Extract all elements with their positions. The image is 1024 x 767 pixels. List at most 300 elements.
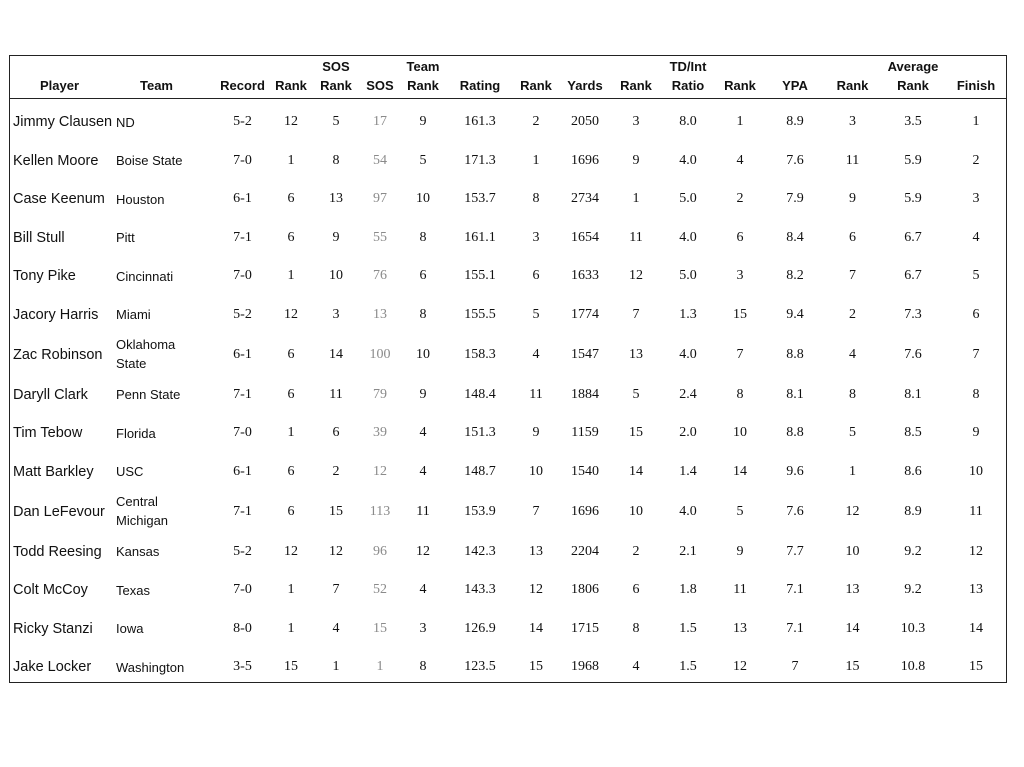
cell-finish: 2 [972, 152, 980, 168]
cell-player: Kellen Moore [13, 152, 99, 169]
team-name-line: Pitt [116, 230, 135, 246]
cell-rank3: 8 [632, 620, 640, 636]
team-name-line: Kansas [116, 544, 160, 560]
cell-team [114, 610, 214, 649]
cell-team [114, 533, 214, 572]
header-bottom-line: Yards [567, 78, 603, 93]
cell-sos: 12 [373, 463, 387, 479]
cell-td-int: 2.4 [679, 386, 697, 402]
column-header-rank4 [715, 56, 765, 99]
header-bottom-line: YPA [782, 78, 808, 93]
cell-record: 5-2 [233, 306, 252, 322]
cell-record: 6-1 [233, 191, 252, 207]
cell-rank5: 5 [849, 425, 856, 441]
cell-team [114, 648, 214, 687]
cell-team-rank: 6 [419, 268, 427, 284]
team-name-line: Penn State [116, 387, 181, 403]
cell-td-int: 1.3 [679, 306, 697, 322]
header-bottom-line: Rank [520, 78, 552, 93]
cell-rank1: 1 [287, 582, 295, 598]
cell-sos-rank: 10 [329, 268, 343, 284]
cell-rank4: 2 [736, 191, 744, 207]
cell-finish: 1 [972, 114, 980, 130]
cell-yards: 2050 [571, 114, 599, 130]
cell-yards: 1654 [571, 229, 599, 245]
cell-rating: 123.5 [464, 659, 496, 675]
table-row [10, 648, 1006, 687]
cell-sos-rank: 11 [329, 386, 343, 402]
column-header-rank2 [513, 56, 559, 99]
table-row [10, 610, 1006, 649]
cell-td-int: 4.0 [679, 503, 697, 519]
cell-rating: 143.3 [464, 582, 496, 598]
cell-finish: 12 [969, 543, 983, 559]
cell-player: Jacory Harris [13, 306, 99, 323]
cell-ypa: 8.4 [786, 229, 804, 245]
cell-sos-rank: 14 [329, 346, 343, 362]
cell-yards: 1159 [571, 425, 599, 441]
cell-rank3: 4 [632, 659, 640, 675]
cell-sos-rank: 6 [332, 425, 340, 441]
cell-rank1: 6 [287, 191, 295, 207]
cell-rank3: 15 [629, 425, 643, 441]
cell-team-rank: 4 [419, 582, 427, 598]
header-top-line: Team [406, 59, 440, 74]
table-header [10, 56, 1006, 99]
cell-rating: 161.1 [464, 229, 496, 245]
cell-sos-rank: 7 [332, 582, 340, 598]
cell-rank3: 9 [632, 152, 640, 168]
cell-record: 7-0 [233, 152, 252, 168]
cell-sos-rank: 13 [329, 191, 343, 207]
team-name-line: Oklahoma [116, 336, 176, 352]
cell-record: 7-1 [233, 386, 252, 402]
cell-sos-rank: 9 [332, 229, 340, 245]
cell-team [114, 296, 214, 335]
team-name-line: Washington [116, 659, 185, 675]
cell-ypa: 7.6 [786, 503, 804, 519]
cell-team-rank: 12 [416, 543, 430, 559]
cell-rank1: 6 [287, 346, 295, 362]
cell-rank1: 6 [287, 229, 295, 245]
cell-rank3: 2 [632, 543, 640, 559]
cell-rank5: 9 [849, 191, 856, 207]
cell-ypa: 9.6 [786, 463, 804, 479]
cell-ypa: 7.9 [786, 191, 804, 207]
cell-team-rank: 8 [419, 659, 427, 675]
cell-team-rank: 3 [419, 620, 427, 636]
cell-rank5: 12 [845, 503, 860, 519]
cell-rank1: 1 [287, 152, 295, 168]
cell-sos: 96 [373, 543, 387, 559]
cell-yards: 1696 [571, 152, 599, 168]
cell-yards: 1884 [571, 386, 599, 402]
table-row [10, 334, 1006, 376]
cell-player: Tim Tebow [13, 425, 83, 442]
cell-rank1: 12 [284, 306, 298, 322]
cell-yards: 2734 [571, 191, 599, 207]
cell-sos: 52 [373, 582, 387, 598]
header-bottom-line: Rank [724, 78, 756, 93]
cell-team-rank: 11 [416, 503, 430, 519]
cell-rank5: 1 [849, 463, 856, 479]
cell-avg-rank: 6.7 [904, 229, 922, 245]
cell-rating: 158.3 [464, 346, 496, 362]
column-header-team-rank [399, 56, 447, 99]
cell-team-rank: 4 [419, 425, 427, 441]
cell-sos: 17 [373, 114, 387, 130]
table-row [10, 491, 1006, 533]
cell-rank4: 10 [733, 425, 747, 441]
cell-td-int: 4.0 [679, 152, 697, 168]
cell-rank3: 10 [629, 503, 643, 519]
cell-rank2: 6 [532, 268, 540, 284]
header-top-line: TD/Int [669, 59, 707, 74]
table-body [10, 99, 1006, 687]
cell-rank2: 11 [529, 386, 543, 402]
qb-ranking-table-frame [9, 55, 1007, 683]
cell-rank1: 6 [287, 463, 295, 479]
cell-avg-rank: 5.9 [904, 152, 922, 168]
cell-rating: 153.7 [464, 191, 496, 207]
cell-rank4: 9 [736, 543, 744, 559]
header-bottom-line: Ratio [671, 78, 705, 93]
cell-rank5: 13 [845, 582, 860, 598]
cell-team [114, 376, 214, 415]
cell-td-int: 5.0 [679, 191, 697, 207]
cell-rank4: 8 [736, 386, 744, 402]
cell-yards: 1547 [571, 346, 599, 362]
cell-sos-rank: 2 [332, 463, 340, 479]
cell-team [114, 334, 214, 376]
cell-avg-rank: 3.5 [904, 114, 922, 130]
column-header-avg-rank [880, 56, 946, 99]
header-bottom-line: Finish [956, 78, 996, 93]
cell-avg-rank: 8.5 [904, 425, 922, 441]
cell-finish: 6 [972, 306, 980, 322]
cell-avg-rank: 7.6 [904, 346, 922, 362]
cell-rank3: 1 [632, 191, 640, 207]
column-header-ypa [765, 56, 825, 99]
cell-sos: 15 [373, 620, 387, 636]
cell-rank1: 1 [287, 620, 295, 636]
cell-rank1: 6 [287, 503, 295, 519]
cell-rank3: 5 [632, 386, 640, 402]
cell-rank2: 10 [529, 463, 543, 479]
cell-player: Bill Stull [13, 229, 65, 246]
cell-avg-rank: 9.2 [904, 582, 922, 598]
cell-record: 3-5 [233, 659, 252, 675]
cell-sos: 55 [373, 229, 387, 245]
cell-sos: 76 [373, 268, 387, 284]
cell-record: 7-1 [233, 229, 252, 245]
cell-avg-rank: 7.3 [904, 306, 922, 322]
cell-yards: 1540 [571, 463, 599, 479]
team-name-line: ND [116, 114, 135, 130]
cell-rating: 148.4 [464, 386, 496, 402]
cell-ypa: 8.8 [786, 425, 804, 441]
cell-team [114, 491, 214, 533]
cell-rank1: 1 [287, 268, 295, 284]
header-top-line: Average [887, 59, 939, 74]
cell-rank5: 14 [845, 620, 860, 636]
cell-td-int: 5.0 [679, 268, 697, 284]
cell-rating: 155.5 [464, 306, 496, 322]
cell-rank3: 11 [629, 229, 643, 245]
cell-yards: 1715 [571, 620, 599, 636]
cell-yards: 1696 [571, 503, 599, 519]
header-bottom-line: Rank [407, 78, 439, 93]
cell-td-int: 4.0 [679, 229, 697, 245]
cell-player: Dan LeFevour [13, 503, 105, 520]
cell-ypa: 8.9 [786, 114, 804, 130]
cell-avg-rank: 9.2 [904, 543, 922, 559]
table-row [10, 533, 1006, 572]
cell-rank5: 8 [849, 386, 856, 402]
cell-finish: 5 [972, 268, 980, 284]
cell-team-rank: 8 [419, 306, 427, 322]
cell-rank1: 1 [287, 425, 295, 441]
table-row [10, 257, 1006, 296]
cell-team [114, 180, 214, 219]
cell-td-int: 4.0 [679, 346, 697, 362]
cell-avg-rank: 10.3 [900, 620, 926, 636]
cell-finish: 3 [972, 191, 980, 207]
cell-rank2: 5 [532, 306, 540, 322]
cell-sos: 1 [376, 659, 384, 675]
cell-rank2: 12 [529, 582, 543, 598]
header-top-line: SOS [322, 59, 350, 74]
cell-finish: 10 [969, 463, 983, 479]
table-row [10, 376, 1006, 415]
column-header-team [114, 56, 214, 99]
cell-record: 7-0 [233, 582, 252, 598]
cell-yards: 1774 [571, 306, 599, 322]
team-name-line: Boise State [116, 153, 183, 169]
cell-finish: 15 [969, 659, 983, 675]
cell-sos-rank: 3 [332, 306, 340, 322]
cell-rank4: 12 [733, 659, 747, 675]
cell-rank3: 7 [632, 306, 640, 322]
cell-record: 8-0 [233, 620, 252, 636]
cell-rank1: 12 [284, 543, 298, 559]
cell-sos-rank: 4 [332, 620, 340, 636]
cell-player: Zac Robinson [13, 346, 103, 363]
cell-rank4: 11 [733, 582, 747, 598]
cell-rating: 161.3 [464, 114, 496, 130]
cell-avg-rank: 10.8 [900, 659, 926, 675]
team-name-line: Texas [116, 582, 150, 598]
cell-td-int: 1.5 [679, 620, 697, 636]
cell-rank2: 7 [532, 503, 540, 519]
cell-ypa: 7.6 [786, 152, 804, 168]
cell-sos-rank: 1 [332, 659, 340, 675]
header-bottom-line: Rank [275, 78, 307, 93]
cell-ypa: 7.1 [786, 620, 804, 636]
cell-sos-rank: 12 [329, 543, 343, 559]
cell-team [114, 142, 214, 181]
cell-sos: 113 [369, 503, 391, 519]
qb-ranking-table [10, 56, 1006, 687]
cell-ypa: 8.1 [786, 386, 804, 402]
header-bottom-line: Rank [897, 78, 929, 93]
cell-rank2: 9 [532, 425, 540, 441]
cell-team-rank: 4 [419, 463, 427, 479]
cell-player: Colt McCoy [13, 582, 88, 599]
cell-rating: 153.9 [464, 503, 496, 519]
cell-ypa: 7.1 [786, 582, 804, 598]
cell-rank3: 6 [632, 582, 640, 598]
column-header-sos-rank [311, 56, 361, 99]
cell-rank2: 4 [532, 346, 540, 362]
header-bottom-line: Team [140, 78, 173, 93]
cell-rank4: 15 [733, 306, 747, 322]
cell-team-rank: 9 [419, 386, 427, 402]
cell-finish: 8 [972, 386, 980, 402]
column-header-player [10, 56, 114, 99]
header-bottom-line: Rating [459, 78, 501, 93]
column-header-rank3 [611, 56, 661, 99]
cell-finish: 4 [972, 229, 980, 245]
cell-rank4: 4 [736, 152, 744, 168]
team-name-line: Iowa [116, 621, 144, 637]
table-row [10, 296, 1006, 335]
table-row [10, 453, 1006, 492]
cell-avg-rank: 5.9 [904, 191, 922, 207]
cell-rank2: 3 [532, 229, 540, 245]
cell-rank5: 3 [849, 114, 856, 130]
column-header-sos [361, 56, 399, 99]
cell-player: Tony Pike [13, 268, 76, 285]
team-name-line-2: Michigan [116, 512, 169, 528]
cell-rating: 151.3 [464, 425, 496, 441]
cell-rating: 126.9 [464, 620, 496, 636]
cell-rating: 171.3 [464, 152, 496, 168]
cell-rank5: 2 [849, 306, 856, 322]
cell-rating: 148.7 [464, 463, 496, 479]
cell-rank5: 4 [849, 346, 856, 362]
cell-record: 6-1 [233, 463, 252, 479]
cell-rank2: 1 [532, 152, 540, 168]
cell-team-rank: 5 [419, 152, 427, 168]
cell-td-int: 2.0 [679, 425, 697, 441]
cell-yards: 1806 [571, 582, 599, 598]
team-name-line: Florida [116, 425, 156, 441]
cell-rank3: 3 [632, 114, 640, 130]
cell-record: 5-2 [233, 114, 252, 130]
cell-record: 7-1 [233, 503, 252, 519]
cell-record: 7-0 [233, 425, 252, 441]
cell-player: Case Keenum [13, 191, 105, 208]
cell-sos-rank: 5 [332, 114, 340, 130]
cell-td-int: 2.1 [679, 543, 697, 559]
cell-rank4: 5 [736, 503, 744, 519]
cell-record: 6-1 [233, 346, 252, 362]
cell-team [114, 453, 214, 492]
cell-rank2: 15 [529, 659, 543, 675]
cell-player: Daryll Clark [13, 386, 88, 403]
cell-avg-rank: 6.7 [904, 268, 922, 284]
cell-player: Jake Locker [13, 659, 92, 676]
cell-sos: 100 [369, 346, 391, 362]
cell-rank5: 15 [845, 659, 860, 675]
header-bottom-line: Record [220, 78, 265, 93]
cell-finish: 11 [969, 503, 983, 519]
cell-sos: 39 [373, 425, 387, 441]
column-header-finish [946, 56, 1006, 99]
cell-rank4: 13 [733, 620, 747, 636]
cell-team [114, 414, 214, 453]
cell-player: Ricky Stanzi [13, 620, 93, 637]
cell-rank3: 13 [629, 346, 643, 362]
cell-finish: 13 [969, 582, 983, 598]
cell-ypa: 7 [791, 659, 799, 675]
cell-rank2: 8 [532, 191, 540, 207]
column-header-record [214, 56, 271, 99]
cell-rank1: 6 [287, 386, 295, 402]
cell-team [114, 257, 214, 296]
cell-rank1: 15 [284, 659, 298, 675]
cell-yards: 1968 [571, 659, 599, 675]
column-header-td-int [661, 56, 715, 99]
header-bottom-line: Rank [320, 78, 352, 93]
cell-ypa: 8.2 [786, 268, 804, 284]
table-row [10, 571, 1006, 610]
cell-player: Matt Barkley [13, 463, 94, 480]
cell-td-int: 1.5 [679, 659, 697, 675]
cell-finish: 7 [972, 346, 980, 362]
cell-rank3: 12 [629, 268, 643, 284]
cell-rating: 155.1 [464, 268, 496, 284]
cell-rank2: 2 [532, 114, 540, 130]
table-row [10, 219, 1006, 258]
column-header-rank5 [825, 56, 880, 99]
cell-rank5: 6 [849, 229, 856, 245]
header-bottom-line: Rank [620, 78, 652, 93]
cell-avg-rank: 8.1 [904, 386, 922, 402]
cell-sos: 13 [373, 306, 387, 322]
cell-yards: 1633 [571, 268, 599, 284]
cell-sos: 79 [373, 386, 387, 402]
column-header-rank1 [271, 56, 311, 99]
cell-avg-rank: 8.6 [904, 463, 922, 479]
table-row [10, 99, 1006, 142]
cell-rank4: 6 [736, 229, 744, 245]
column-header-rating [447, 56, 513, 99]
cell-sos: 97 [373, 191, 387, 207]
header-bottom-line: Rank [836, 78, 869, 93]
cell-rating: 142.3 [464, 543, 496, 559]
cell-yards: 2204 [571, 543, 599, 559]
cell-team-rank: 10 [416, 346, 430, 362]
team-name-line: Houston [116, 191, 165, 207]
header-bottom-line: SOS [366, 78, 394, 93]
cell-td-int: 1.4 [679, 463, 697, 479]
team-name-line: Miami [116, 307, 151, 323]
cell-record: 5-2 [233, 543, 252, 559]
table-row [10, 180, 1006, 219]
cell-team-rank: 10 [416, 191, 430, 207]
team-name-line: USC [116, 464, 144, 480]
cell-rank4: 1 [736, 114, 744, 130]
cell-sos-rank: 15 [329, 503, 343, 519]
cell-team [114, 219, 214, 258]
cell-finish: 9 [972, 425, 980, 441]
cell-rank3: 14 [629, 463, 643, 479]
cell-ypa: 7.7 [786, 543, 804, 559]
cell-sos: 54 [373, 152, 387, 168]
cell-finish: 14 [969, 620, 983, 636]
